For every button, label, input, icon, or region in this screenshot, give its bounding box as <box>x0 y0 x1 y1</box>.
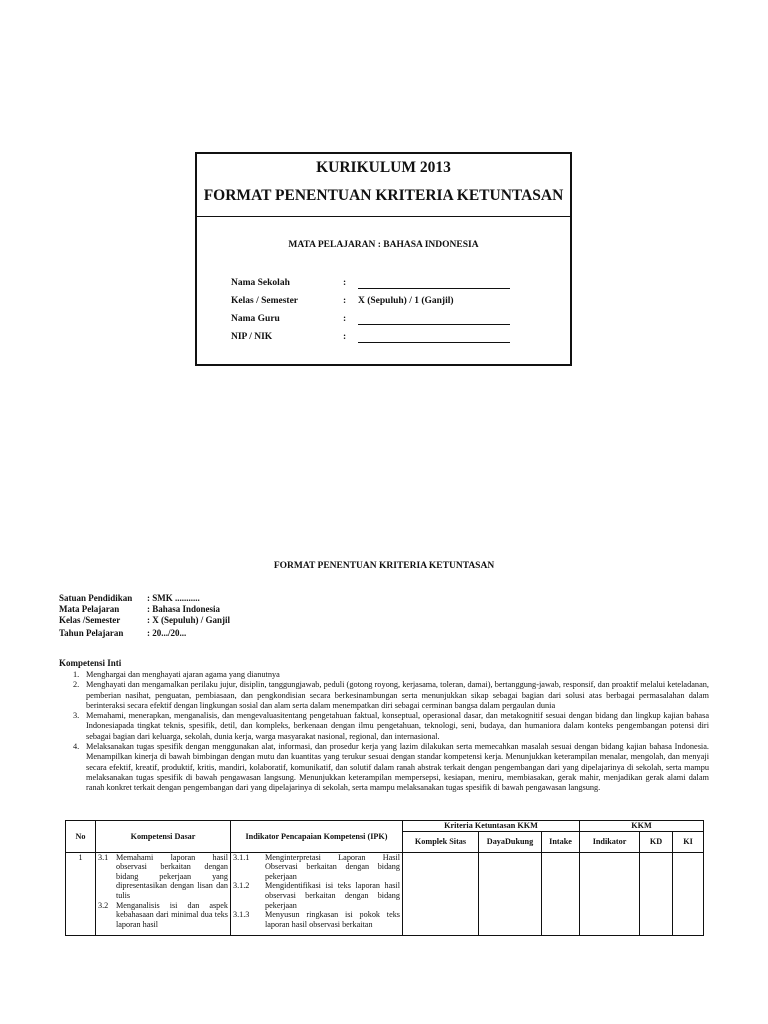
cell-ipk <box>231 852 403 935</box>
list-number: 1. <box>73 670 80 679</box>
kompetensi-inti-list <box>59 670 709 794</box>
header-daya-dukung: DayaDukung <box>479 831 542 852</box>
cell-no <box>66 852 96 935</box>
info-value: : 20.../20... <box>147 628 187 638</box>
cell-indikator <box>580 852 640 935</box>
kd-text: Memahami laporan hasil observasi berkaitan dengan bidang pekerjaan yang dipresentasikan dengan lisan dan tulis <box>116 852 228 900</box>
ipk-item <box>233 853 400 882</box>
list-text: Melaksanakan tugas spesifik dengan menggunakan alat, informasi, dan prosedur kerja yang lazim dilakukan serta memecahkan masalah sesuai dengan bidang kajian bahasa Indonesia. Menampilkan kinerja di bawah bimbingan dengan mutu dan kuantitas yang terukur sesuai dengan standar kompetensi kerja. Menunjukkan keterampilan menalar, mengolah, dan menyaji secara efektif, kreatif, produktif, kritis, mandiri, kolaboratif, komunikatif, dan solutif dalam ranah abstrak terkait dengan pengembangan dari yang dipelajarinya di sekolah, serta mampu melaksanakan tugas spesifik di bawah pengawasan langsung. Menunjukkan keterampilan mempersepsi, kesiapan, meniru, membiasakan, gerak mahir, menjadikan gerak alami dalam ranah konkret terkait dengan pengembangan dari yang dipelajarinya di sekolah, serta mampu melaksanakan tugas spesifik di bawah pengawasan langsung. <box>86 742 709 793</box>
info-label: Satuan Pendidikan <box>59 593 133 603</box>
ipk-item <box>233 910 400 929</box>
kd-number: 3.1 <box>98 852 109 862</box>
list-number: 4. <box>73 742 80 752</box>
header-intake: Intake <box>542 831 580 852</box>
ipk-text: Menyusun ringkasan isi pokok teks laporan hasil observasi berkaitan <box>265 910 400 929</box>
cover-field-label: NIP / NIK <box>231 332 273 342</box>
info-value: : Bahasa Indonesia <box>147 604 221 614</box>
cover-box <box>195 152 572 366</box>
header-indikator: Indikator <box>580 831 640 852</box>
list-text: Menghargai dan menghayati ajaran agama yang dianutnya <box>86 670 280 679</box>
section-title: FORMAT PENENTUAN KRITERIA KETUNTASAN <box>273 561 495 571</box>
kd-text: Menganalisis isi dan aspek kebahasaan dari minimal dua teks laporan hasil <box>116 900 228 929</box>
list-item <box>59 670 709 680</box>
header-kd: KD <box>640 831 673 852</box>
list-number: 3. <box>73 711 80 721</box>
kompetensi-inti-heading: Kompetensi Inti <box>59 658 122 668</box>
list-item <box>59 711 709 742</box>
cell-daya-dukung <box>479 852 542 935</box>
cover-field-label: Kelas / Semester <box>231 296 299 306</box>
kd-number: 3.2 <box>98 900 109 910</box>
info-label: Mata Pelajaran <box>59 604 120 614</box>
list-text: Memahami, menerapkan, menganalisis, dan mengevaluasitentang pengetahuan faktual, konseptual, operasional dasar, dan metakognitif sesuai dengan bidang dan lingkup kajian bahasa Indonesiapada tingkat teknis, spesifik, detil, dan kompleks, berkenaan dengan ilmu pengetahuan, teknologi, seni, budaya, dan humaniora dalam konteks pengembangan potensi diri sebagai bagian dari keluarga, sekolah, dunia kerja, warga masyarakat nasional, regional, dan internasional. <box>86 711 709 741</box>
ipk-text: Mengidentifikasi isi teks laporan hasil observasi berkaitan dengan bidang pekerjaan <box>265 881 400 910</box>
cover-field-label: Nama Guru <box>231 314 280 324</box>
blank-line <box>358 324 510 325</box>
header-ki: KI <box>673 831 704 852</box>
list-text: Menghayati dan mengamalkan perilaku jujur, disiplin, tanggungjawab, peduli (gotong royong, kerjasama, toleran, damai), bertanggung-jawab, responsif, dan proaktif melalui keteladanan, pemberian nasihat, penguatan, pembiasaan, dan pengkondisian secara berkesinambungan serta menunjukkan sikap sebagai bagian dari solusi atas berbagai permasalahan dalam berinteraksi secara efektif dengan lingkungan sosial dan alam serta dalam menempatkan diri sebagai cerminan bangsa dalam pergaulan dunia <box>86 680 709 710</box>
list-item <box>59 742 709 793</box>
blank-line <box>358 342 510 343</box>
cell-kompleksitas <box>403 852 479 935</box>
kkm-table <box>65 820 704 936</box>
cover-field-colon: : <box>343 278 347 288</box>
cell-kompetensi-dasar <box>96 852 231 935</box>
cover-field-colon: : <box>343 314 347 324</box>
ipk-number: 3.1.1 <box>233 852 250 862</box>
kd-item <box>98 901 228 930</box>
cover-field-colon: : <box>343 296 347 306</box>
info-value: : SMK ........... <box>147 593 200 603</box>
info-label: Tahun Pelajaran <box>59 628 124 638</box>
cover-field-colon: : <box>343 332 347 342</box>
cover-field-label: Nama Sekolah <box>231 278 290 288</box>
cover-title-curriculum: KURIKULUM 2013 <box>316 159 451 176</box>
list-number: 2. <box>73 680 80 690</box>
list-item <box>59 680 709 711</box>
ipk-text: Menginterpretasi Laporan Hasil Observasi berkaitan dengan bidang pekerjaan <box>265 852 400 881</box>
header-kriteria-kkm: Kriteria Ketuntasan KKM <box>403 821 580 832</box>
ipk-number: 3.1.2 <box>233 881 250 891</box>
cell-ki <box>673 852 704 935</box>
cell-kd <box>640 852 673 935</box>
ipk-item <box>233 881 400 910</box>
cover-field-value: X (Sepuluh) / 1 (Ganjil) <box>358 296 454 306</box>
header-kompleksitas: Komplek Sitas <box>403 831 479 852</box>
kd-item <box>98 853 228 901</box>
cover-title-format: FORMAT PENENTUAN KRITERIA KETUNTASAN <box>203 187 564 204</box>
cover-subject: MATA PELAJARAN : BAHASA INDONESIA <box>288 240 479 250</box>
header-kompetensi-dasar: Kompetensi Dasar <box>96 821 231 853</box>
cell-intake <box>542 852 580 935</box>
info-value: : X (Sepuluh) / Ganjil <box>147 615 231 625</box>
info-label: Kelas /Semester <box>59 615 121 625</box>
header-kkm: KKM <box>580 821 704 832</box>
header-no: No <box>66 821 96 853</box>
header-ipk: Indikator Pencapaian Kompetensi (IPK) <box>231 821 403 853</box>
table-row <box>66 852 704 935</box>
blank-line <box>358 288 510 289</box>
row-number: 1 <box>78 852 83 862</box>
ipk-number: 3.1.3 <box>233 910 250 920</box>
